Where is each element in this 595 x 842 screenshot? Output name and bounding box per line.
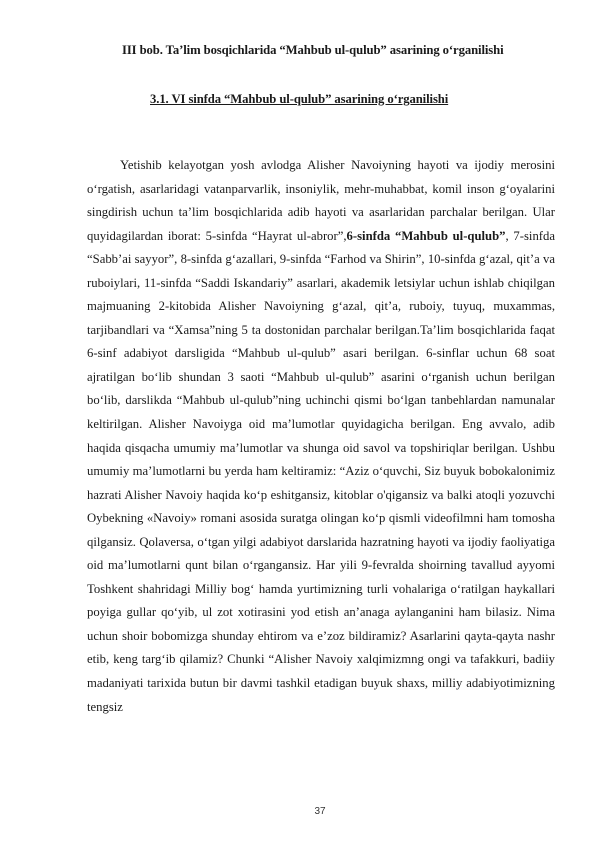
section-heading: 3.1. VI sinfda “Mahbub ul-qulub” asarining o‘rganilishi [150, 92, 449, 106]
paragraph-text-start: Yetishib kelayotgan yosh avlodga Alisher Navoiyning hayoti va ijodiy merosini o‘rgatish, asarlaridagi vatanparvarlik, insoniylik, mehr-muhabbat, komil inson g‘oyalarini singdirish uchun ta’lim bosqichlarida adib hayoti va asarlaridan parchalar berilgan. Ular quyidagilardan iborat: 5-sinfda “Hayrat ul-abror”, [87, 158, 555, 243]
body-paragraph [87, 154, 555, 719]
chapter-heading: III bob. Ta’lim bosqichlarida “Mahbub ul-qulub” asarining o‘rganilishi [122, 43, 504, 57]
paragraph-text-rest: , 7-sinfda “Sabb’ai sayyor”, 8-sinfda g‘azallari, 9-sinfda “Farhod va Shirin”, 10-sinfda g‘azal, qit’a va ruboiylari, 11-sinfda “Saddi Iskandariy” asarlari, akademik letsiylar uchun ishlab chiqilgan majmuaning 2-kitobida Alisher Navoiyning g‘azal, qit’a, ruboiy, tuyuq, muxammas, tarjibandlari va “Xamsa”ning 5 ta dostonidan parchalar berilgan.Ta’lim bosqichlarida faqat 6-sinf adabiyot darsligida “Mahbub ul-qulub” asari berilgan. 6-sinflar uchun 68 soat ajratilgan bo‘lib shundan 3 saoti “Mahbub ul-qulub” asarini o‘rganish uchun berilgan bo‘lib, darslikda “Mahbub ul-qulub”ning uchinchi qismi bo‘lgan tanbehlardan namunalar keltirilgan. Alisher Navoiyga oid ma’lumotlar quyidagicha berilgan. Eng avvalo, adib haqida qisqacha umumiy ma’lumotlar va shunga oid savol va topshiriqlar berilgan. Ushbu umumiy ma’lumotlarni bu yerda ham keltiramiz: “Aziz o‘quvchi, Siz buyuk bobokalonimiz hazrati Alisher Navoiy haqida ko‘p eshitgansiz, kitoblar o'qigansiz va balki atoqli yozuvchi Oybekning «Navoiy» romani asosida suratga olingan ko‘p qismli videofilmni ham tomosha qilgansiz. Qolaversa, o‘tgan yilgi adabiyot darslarida hazratning hayoti va ijodiy faoliyatiga oid ma’lumotlarni qunt bilan o‘rgangansiz. Har yili 9-fevralda shoirning tavallud ayyomi Toshkent shahridagi Milliy bog‘ hamda yurtimizning turli vohalariga o‘ratilgan haykallari poyiga gullar qo‘yib, ul zot xotirasini yod etish an’anaga aylanganini ham bilasiz. Nima uchun shoir bobomizga shunday ehtirom va e’zoz bildiramiz? Asarlarini qayta-qayta nashr etib, keng targ‘ib qilamiz? Chunki “Alisher Navoiy xalqimizmng ongi va tafakkuri, badiiy madaniyati tarixida butun bir davmi tashkil etadigan buyuk shaxs, milliy adabiyotimizning tengsiz [87, 228, 555, 714]
paragraph-bold-text: 6-sinfda “Mahbub ul-qulub” [346, 228, 506, 243]
page-number: 37 [314, 806, 326, 817]
